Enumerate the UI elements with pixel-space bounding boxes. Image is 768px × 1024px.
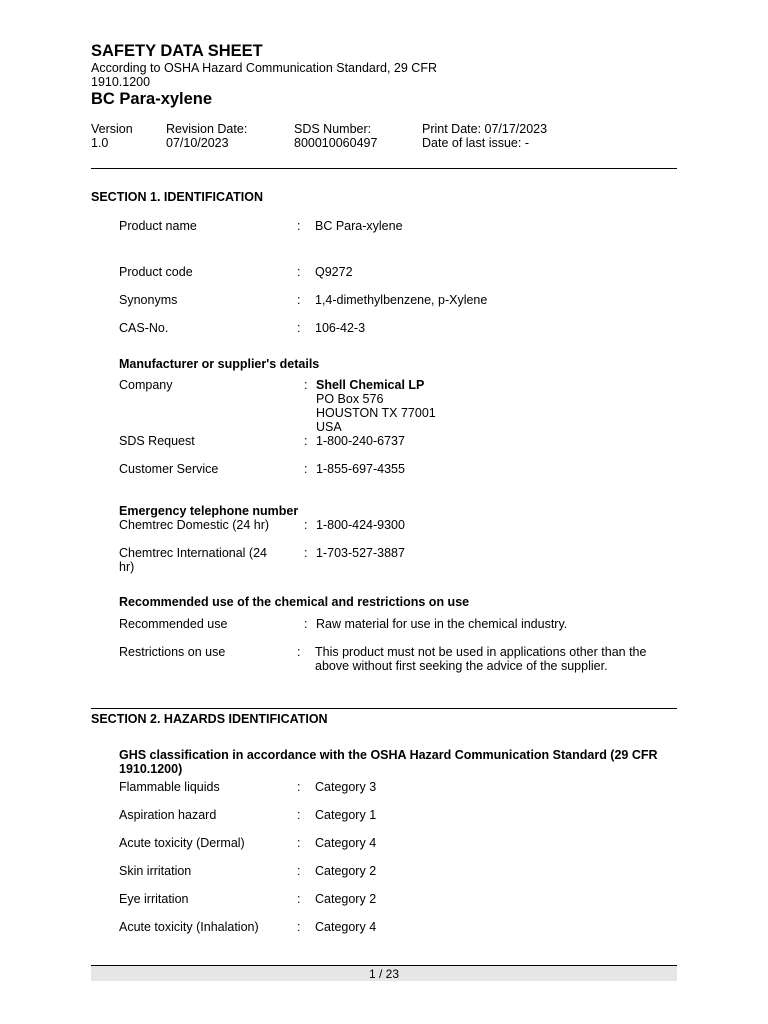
product-name-value: BC Para-xylene [315, 219, 403, 233]
document-title: SAFETY DATA SHEET [91, 42, 263, 60]
colon: : [297, 808, 301, 822]
recommended-use-heading: Recommended use of the chemical and restrictions on use [119, 595, 470, 609]
hazard-label: Acute toxicity (Dermal) [119, 836, 245, 850]
section-2-title: SECTION 2. HAZARDS IDENTIFICATION [91, 712, 328, 726]
print-date: Print Date: 07/17/2023 [422, 122, 548, 136]
section-1-title: SECTION 1. IDENTIFICATION [91, 190, 263, 204]
subtitle-line-2: 1910.1200 [91, 75, 151, 89]
last-issue-date: Date of last issue: - [422, 136, 529, 150]
manufacturer-heading: Manufacturer or supplier's details [119, 357, 320, 371]
cas-number-label: CAS-No. [119, 321, 169, 335]
sds-request-label: SDS Request [119, 434, 195, 448]
colon: : [304, 378, 308, 392]
hazard-category: Category 2 [315, 892, 377, 906]
restrictions-value: This product must not be used in applications other than the [315, 645, 647, 659]
ghs-heading: GHS classification in accordance with the OSHA Hazard Communication Standard (29 CFR [119, 748, 658, 762]
company-address-line: PO Box 576 [316, 392, 384, 406]
chemtrec-international-value: 1-703-527-3887 [316, 546, 405, 560]
colon: : [297, 265, 301, 279]
company-address-line: HOUSTON TX 77001 [316, 406, 436, 420]
colon: : [297, 864, 301, 878]
page-number: 1 / 23 [368, 967, 400, 981]
cas-number-value: 106-42-3 [315, 321, 366, 335]
header-divider [91, 168, 677, 169]
product-name-label: Product name [119, 219, 197, 233]
revision-date-value: 07/10/2023 [166, 136, 229, 150]
recommended-use-label: Recommended use [119, 617, 228, 631]
product-code-label: Product code [119, 265, 193, 279]
product-code-value: Q9272 [315, 265, 353, 279]
company-address-line: USA [316, 420, 342, 434]
emergency-heading: Emergency telephone number [119, 504, 299, 518]
colon: : [297, 321, 301, 335]
colon: : [297, 920, 301, 934]
hazard-category: Category 1 [315, 808, 377, 822]
page-footer [91, 965, 677, 981]
colon: : [304, 546, 308, 560]
sds-number-label: SDS Number: [294, 122, 372, 136]
ghs-heading-cont: 1910.1200) [119, 762, 183, 776]
hazard-label: Acute toxicity (Inhalation) [119, 920, 259, 934]
sds-request-value: 1-800-240-6737 [316, 434, 405, 448]
chemtrec-domestic-label: Chemtrec Domestic (24 hr) [119, 518, 270, 532]
company-name: Shell Chemical LP [316, 378, 425, 392]
section-divider [91, 708, 677, 709]
product-title: BC Para-xylene [91, 90, 213, 108]
hazard-category: Category 3 [315, 780, 377, 794]
company-label: Company [119, 378, 173, 392]
hazard-label: Eye irritation [119, 892, 189, 906]
hazard-category: Category 2 [315, 864, 377, 878]
restrictions-value-cont: above without first seeking the advice of the supplier. [315, 659, 608, 673]
subtitle-line-1: According to OSHA Hazard Communication Standard, 29 CFR [91, 61, 437, 75]
synonyms-value: 1,4-dimethylbenzene, p-Xylene [315, 293, 488, 307]
chemtrec-international-label: Chemtrec International (24 [119, 546, 267, 560]
colon: : [304, 617, 308, 631]
synonyms-label: Synonyms [119, 293, 178, 307]
recommended-use-value: Raw material for use in the chemical industry. [316, 617, 568, 631]
chemtrec-international-label-cont: hr) [119, 560, 135, 574]
version-label: Version [91, 122, 133, 136]
hazard-category: Category 4 [315, 836, 377, 850]
colon: : [297, 219, 301, 233]
colon: : [297, 645, 301, 659]
hazard-label: Skin irritation [119, 864, 192, 878]
customer-service-value: 1-855-697-4355 [316, 462, 405, 476]
version-value: 1.0 [91, 136, 109, 150]
colon: : [304, 462, 308, 476]
chemtrec-domestic-value: 1-800-424-9300 [316, 518, 405, 532]
hazard-label: Flammable liquids [119, 780, 220, 794]
colon: : [297, 892, 301, 906]
customer-service-label: Customer Service [119, 462, 219, 476]
restrictions-label: Restrictions on use [119, 645, 226, 659]
colon: : [297, 836, 301, 850]
sds-number-value: 800010060497 [294, 136, 378, 150]
colon: : [297, 780, 301, 794]
colon: : [304, 434, 308, 448]
revision-date-label: Revision Date: [166, 122, 248, 136]
hazard-label: Aspiration hazard [119, 808, 217, 822]
hazard-category: Category 4 [315, 920, 377, 934]
colon: : [304, 518, 308, 532]
colon: : [297, 293, 301, 307]
